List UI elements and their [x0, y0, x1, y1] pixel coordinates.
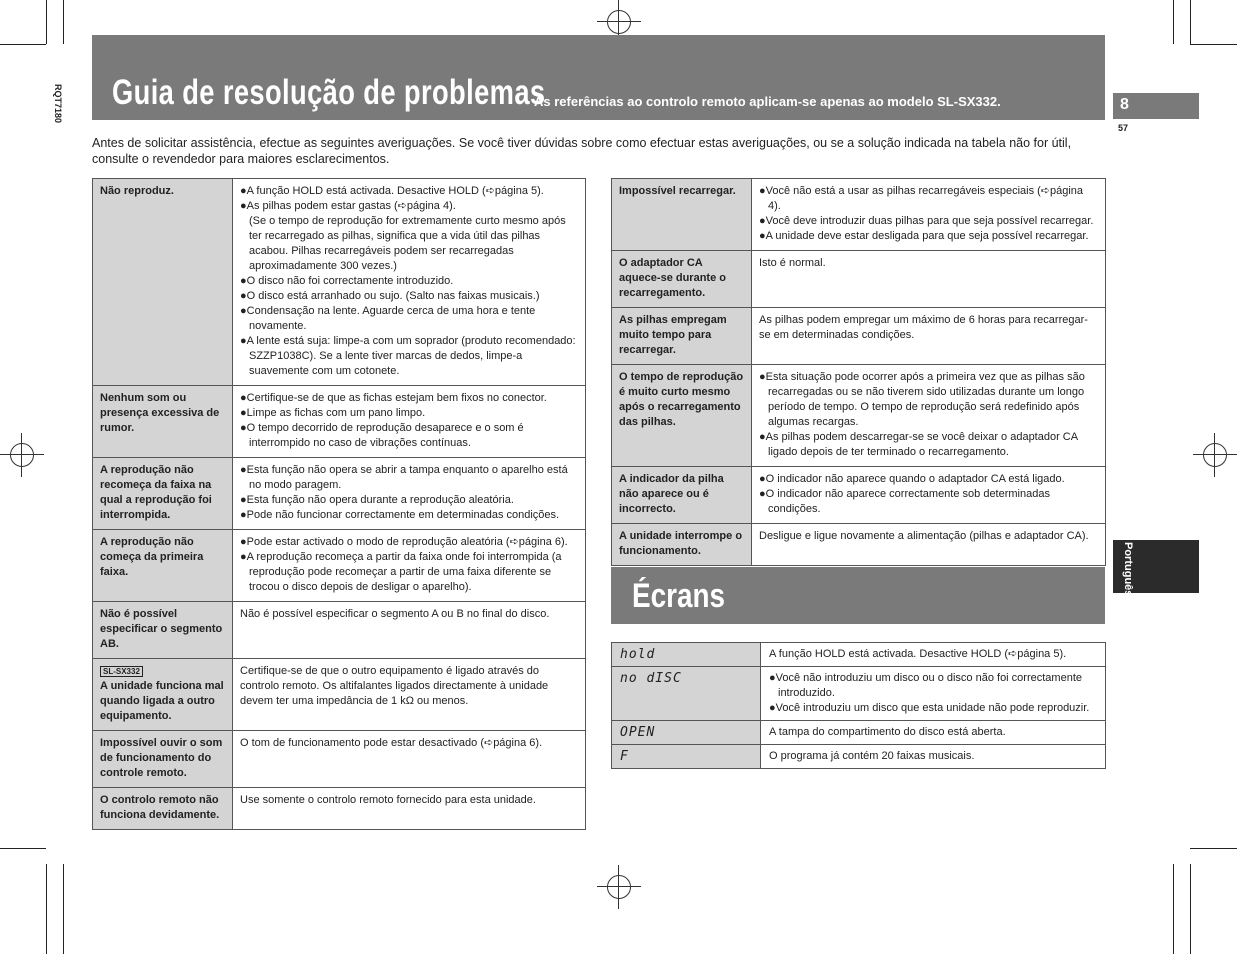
- language-label: Português: [1122, 542, 1134, 597]
- table-row: [93, 788, 586, 830]
- solution-line: ●O tempo decorrido de reprodução desaparece e o som é interrompido no caso de vibrações contínuas.: [240, 422, 524, 449]
- table-row: [612, 467, 1106, 524]
- solution-cell: [233, 659, 586, 731]
- intro-paragraph: Antes de solicitar assistência, efectue as seguintes averiguações. Se você tiver dúvidas sobre como efectuar estas averiguações, ou se a solução indicada na tabela não for útil, consulte o revendedor para maiores esclarecimentos.: [92, 136, 1072, 166]
- problem-cell: [612, 667, 761, 721]
- title-banner: [92, 35, 1105, 120]
- solution-line: ●Condensação na lente. Aguarde cerca de uma hora e tente novamente.: [240, 305, 536, 332]
- solution-line: As pilhas podem empregar um máximo de 6 horas para recarregar-se em determinadas condições.: [759, 314, 1088, 341]
- displays-banner: [611, 567, 1105, 624]
- problem-cell: [612, 524, 752, 566]
- solution-cell: [752, 251, 1106, 308]
- solution-line: A função HOLD está activada. Desactive HOLD (➪página 5).: [769, 648, 1067, 660]
- crop-mark: [46, 864, 47, 954]
- crop-mark: [63, 864, 64, 954]
- solution-cell: [233, 788, 586, 830]
- solution-line: ●O disco está arranhado ou sujo. (Salto nas faixas musicais.): [240, 290, 540, 302]
- problem-text: A reprodução não começa da primeira faixa.: [100, 536, 204, 578]
- problem-cell: [93, 386, 233, 458]
- model-badge: SL-SX332: [100, 666, 143, 677]
- problem-cell: [93, 530, 233, 602]
- solution-cell: [233, 458, 586, 530]
- solution-line: ●Esta função não opera durante a reprodução aleatória.: [240, 494, 514, 506]
- solution-line: ●As pilhas podem estar gastas (➪página 4).: [240, 200, 456, 212]
- document-code: RQT7180: [53, 84, 63, 124]
- problem-cell: [93, 179, 233, 386]
- problem-text: As pilhas empregam muito tempo para recarregar.: [619, 314, 727, 356]
- crop-mark: [46, 0, 47, 44]
- solution-line: ●Esta situação pode ocorrer após a primeira vez que as pilhas são recarregadas ou se não tiverem sido utilizadas durante um longo período de tempo. O tempo de reprodução será redefinido após algumas recargas.: [759, 371, 1085, 428]
- table-row: [612, 524, 1106, 566]
- solution-line: ●A função HOLD está activada. Desactive HOLD (➪página 5).: [240, 185, 544, 197]
- problem-cell: [612, 721, 761, 745]
- solution-line: ●As pilhas podem descarregar-se se você deixar o adaptador CA ligado depois de ter terminado o recarregamento.: [759, 431, 1078, 458]
- solution-cell: [752, 467, 1106, 524]
- solution-cell: [761, 667, 1106, 721]
- problem-cell: [93, 731, 233, 788]
- crop-mark: [0, 848, 46, 849]
- table-row: [612, 179, 1106, 251]
- registration-mark: [0, 433, 44, 477]
- crop-mark: [1190, 848, 1237, 849]
- solution-line: Use somente o controlo remoto fornecido para esta unidade.: [240, 794, 536, 806]
- page-number: 57: [1118, 123, 1129, 133]
- table-row: [93, 602, 586, 659]
- crop-mark: [1173, 864, 1174, 954]
- solution-cell: [761, 745, 1106, 769]
- problem-text: Impossível recarregar.: [619, 185, 736, 197]
- problem-text: Nenhum som ou presença excessiva de rumor.: [100, 392, 220, 434]
- solution-line: ●A unidade deve estar desligada para que seja possível recarregar.: [759, 230, 1089, 242]
- crop-mark: [63, 0, 64, 44]
- problem-cell: [93, 788, 233, 830]
- solution-line: ●Você não introduziu um disco ou o disco não foi correctamente introduzido.: [769, 672, 1082, 699]
- problem-text: A indicador da pilha não aparece ou é incorrecto.: [619, 473, 724, 515]
- solution-line: (Se o tempo de reprodução for extremamente curto mesmo após ter recarregado as pilhas, significa que a vida útil das pilhas acabou. Pilhas recarregáveis podem ser recarregadas aproximadamente 300 vezes.): [249, 215, 566, 272]
- solution-line: ●A lente está suja: limpe-a com um soprador (produto recomendado: SZZP1038C). Se a lente tiver marcas de dedos, limpe-a suavemente com um cotonete.: [240, 335, 576, 377]
- problem-cell: [93, 659, 233, 731]
- problem-text: A unidade funciona mal quando ligada a outro equipamento.: [100, 680, 224, 722]
- solution-line: ●Você não está a usar as pilhas recarregáveis especiais (➪página 4).: [759, 185, 1084, 212]
- page-tab: [1113, 93, 1199, 119]
- displays-title: Écrans: [632, 577, 725, 615]
- troubleshooting-table-right: [611, 178, 1106, 566]
- table-row: [612, 745, 1106, 769]
- table-row: [93, 458, 586, 530]
- solution-line: ●Você deve introduzir duas pilhas para que seja possível recarregar.: [759, 215, 1094, 227]
- solution-cell: [752, 365, 1106, 467]
- solution-line: ●O indicador não aparece quando o adaptador CA está ligado.: [759, 473, 1065, 485]
- solution-line: A tampa do compartimento do disco está aberta.: [769, 726, 1006, 738]
- page-subtitle: As referências ao controlo remoto aplicam-se apenas ao modelo SL-SX332.: [534, 94, 1001, 109]
- solution-cell: [233, 731, 586, 788]
- table-row: [93, 179, 586, 386]
- table-row: [93, 731, 586, 788]
- table-row: [612, 643, 1106, 667]
- solution-line: ●O indicador não aparece correctamente sob determinadas condições.: [759, 488, 1050, 515]
- problem-text: O tempo de reprodução é muito curto mesmo após o recarregamento das pilhas.: [619, 371, 744, 428]
- solution-cell: [233, 386, 586, 458]
- table-row: [93, 530, 586, 602]
- problem-text: OPEN: [620, 725, 656, 740]
- crop-mark: [0, 44, 46, 45]
- problem-cell: [612, 365, 752, 467]
- problem-cell: [612, 179, 752, 251]
- crop-mark: [1190, 0, 1191, 44]
- problem-text: no dISC: [620, 671, 682, 686]
- problem-text: F: [620, 749, 629, 764]
- crop-mark: [1190, 864, 1191, 954]
- solution-line: Isto é normal.: [759, 257, 826, 269]
- solution-line: ●Esta função não opera se abrir a tampa enquanto o aparelho está no modo paragem.: [240, 464, 568, 491]
- crop-mark: [1190, 44, 1237, 45]
- solution-cell: [752, 524, 1106, 566]
- solution-cell: [752, 308, 1106, 365]
- table-row: [612, 308, 1106, 365]
- solution-line: ●Pode estar activado o modo de reprodução aleatória (➪página 6).: [240, 536, 568, 548]
- problem-cell: [612, 467, 752, 524]
- solution-cell: [233, 179, 586, 386]
- problem-cell: [612, 745, 761, 769]
- problem-cell: [612, 251, 752, 308]
- solution-line: ●Limpe as fichas com um pano limpo.: [240, 407, 426, 419]
- problem-text: hold: [620, 647, 656, 662]
- table-row: [612, 251, 1106, 308]
- page-title: Guia de resolução de problemas: [112, 73, 546, 112]
- registration-mark: [1193, 433, 1237, 477]
- crop-mark: [1173, 0, 1174, 44]
- problem-cell: [612, 308, 752, 365]
- solution-line: ●Pode não funcionar correctamente em determinadas condições.: [240, 509, 560, 521]
- solution-line: ●O disco não foi correctamente introduzido.: [240, 275, 454, 287]
- solution-line: Não é possível especificar o segmento A ou B no final do disco.: [240, 608, 550, 620]
- solution-cell: [233, 530, 586, 602]
- table-row: [612, 721, 1106, 745]
- problem-cell: [93, 602, 233, 659]
- table-row: [93, 386, 586, 458]
- problem-cell: [93, 458, 233, 530]
- registration-mark: [597, 865, 641, 909]
- solution-cell: [761, 643, 1106, 667]
- solution-line: Desligue e ligue novamente a alimentação (pilhas e adaptador CA).: [759, 530, 1089, 542]
- solution-line: ●A reprodução recomeça a partir da faixa onde foi interrompida (a reprodução pode recomeçar a partir de uma faixa diferente se trocou o disco depois de desligar o aparelho).: [240, 551, 562, 593]
- solution-line: ●Você introduziu um disco que esta unidade não pode reproduzir.: [769, 702, 1090, 714]
- problem-text: Não reproduz.: [100, 185, 174, 197]
- table-row: [612, 365, 1106, 467]
- solution-line: O tom de funcionamento pode estar desactivado (➪página 6).: [240, 737, 543, 749]
- solution-cell: [233, 602, 586, 659]
- solution-cell: [752, 179, 1106, 251]
- solution-cell: [761, 721, 1106, 745]
- table-row: [93, 659, 586, 731]
- problem-text: A unidade interrompe o funcionamento.: [619, 530, 743, 557]
- solution-line: Certifique-se de que o outro equipamento é ligado através do controlo remoto. Os altifalantes ligados directamente à unidade devem ter uma impedância de 1 kΩ ou menos.: [240, 665, 549, 707]
- table-row: [612, 667, 1106, 721]
- problem-cell: [612, 643, 761, 667]
- page-tab-label: 8: [1120, 96, 1129, 113]
- solution-line: ●Certifique-se de que as fichas estejam bem fixos no conector.: [240, 392, 547, 404]
- problem-text: A reprodução não recomeça da faixa na qual a reprodução foi interrompida.: [100, 464, 212, 521]
- problem-text: Não é possível especificar o segmento AB.: [100, 608, 223, 650]
- troubleshooting-table-left: [92, 178, 586, 830]
- problem-text: Impossível ouvir o som de funcionamento do controle remoto.: [100, 737, 223, 779]
- problem-text: O adaptador CA aquece-se durante o recarregamento.: [619, 257, 726, 299]
- displays-table: [611, 642, 1106, 769]
- solution-line: O programa já contém 20 faixas musicais.: [769, 750, 975, 762]
- problem-text: O controlo remoto não funciona devidamente.: [100, 794, 220, 821]
